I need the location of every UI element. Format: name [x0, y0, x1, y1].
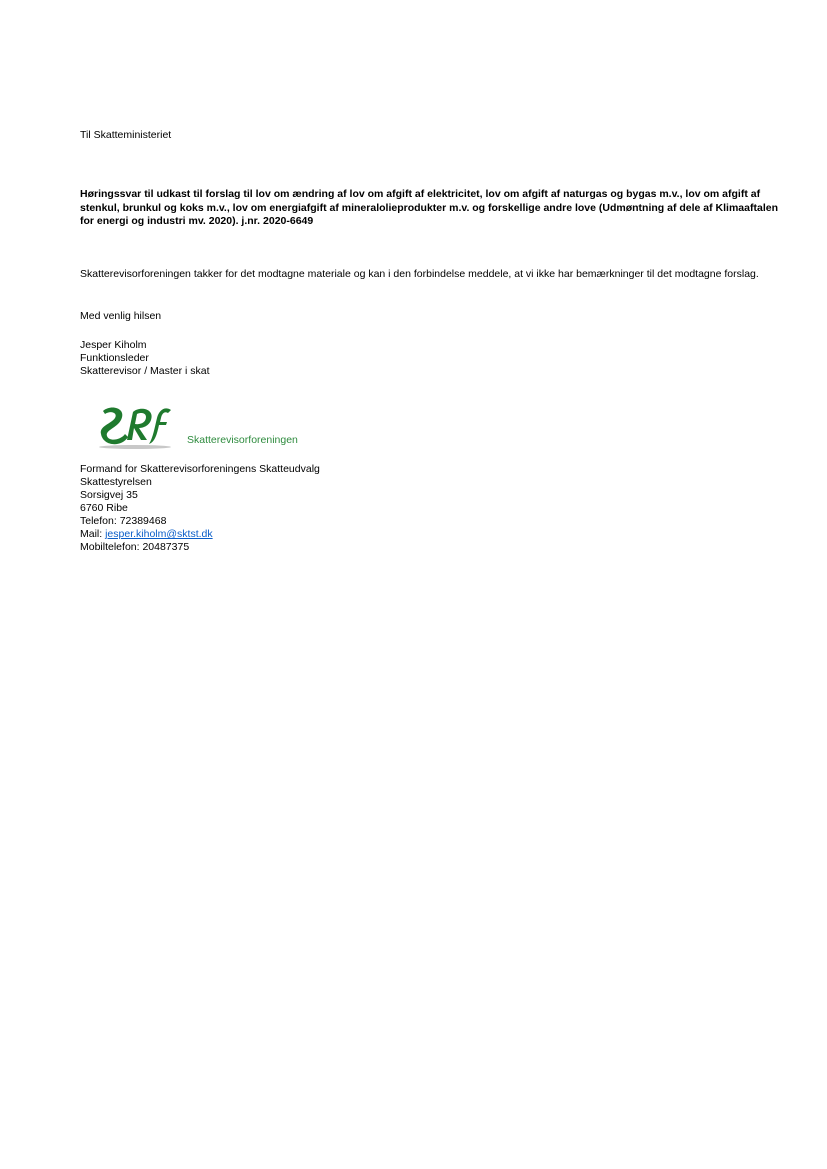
contact-line-city: 6760 Ribe — [80, 502, 128, 514]
body-paragraph: Skatterevisorforeningen takker for det modtagne materiale og kan i den forbindelse meddele, at vi ikke har bemærkninger til det modtagne forslag. — [80, 268, 759, 280]
mail-link[interactable]: jesper.kiholm@sktst.dk — [105, 528, 213, 540]
logo-label: Skatterevisorforeningen — [187, 434, 298, 446]
srf-logo-shadow — [99, 445, 171, 449]
srf-logo-f-shape — [149, 408, 171, 444]
signer-name: Jesper Kiholm — [80, 339, 147, 351]
contact-line-street: Sorsigvej 35 — [80, 489, 138, 501]
signer-title: Funktionsleder — [80, 352, 149, 364]
contact-line-agency: Skattestyrelsen — [80, 476, 152, 488]
closing-greeting: Med venlig hilsen — [80, 310, 162, 322]
contact-line-mail — [80, 528, 780, 541]
subject-heading: Høringssvar til udkast til forslag til lov om ændring af lov om afgift af elektricitet, lov om afgift af naturgas og bygas m.v., lov om afgift af stenkul, brunkul og koks m.v., lov om energiafgift af mineralolieprodukter m.v. og forskellige andre love (Udmøntning af dele af Klimaaftalen for energi og industri mv. 2020). j.nr. 2020-6649 — [80, 188, 778, 227]
signer-role: Skatterevisor / Master i skat — [80, 365, 210, 377]
addressee: Til Skatteministeriet — [80, 129, 172, 141]
signature-block — [80, 339, 780, 378]
contact-block — [80, 463, 780, 554]
srf-logo-r-shape — [127, 409, 152, 440]
contact-line-chair: Formand for Skatterevisorforeningens Skatteudvalg — [80, 463, 320, 475]
mail-label: Mail: — [80, 528, 106, 540]
contact-line-phone: Telefon: 72389468 — [80, 515, 167, 527]
srf-logo-s-shape — [101, 408, 128, 445]
contact-line-mobile: Mobiltelefon: 20487375 — [80, 541, 190, 553]
